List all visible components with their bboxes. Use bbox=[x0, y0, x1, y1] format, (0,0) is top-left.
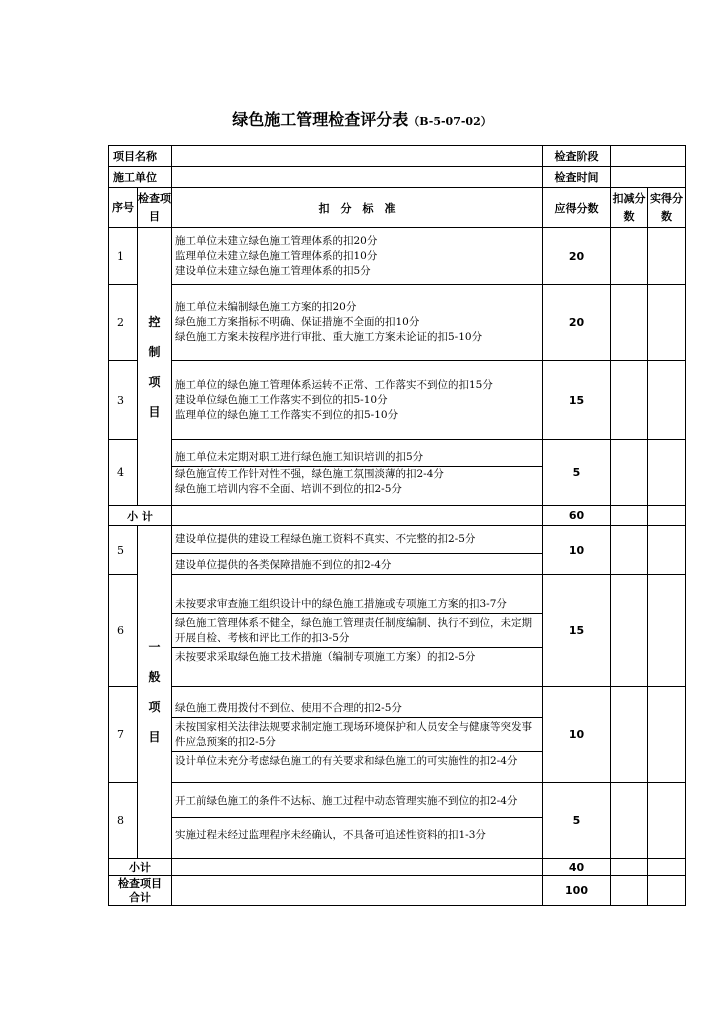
subtotal-blank bbox=[172, 506, 543, 526]
criteria-line: 建设单位未建立绿色施工管理体系的扣5分 bbox=[175, 264, 371, 277]
inspection-stage-value[interactable] bbox=[611, 146, 686, 167]
due-score: 20 bbox=[543, 285, 611, 361]
deduct-score[interactable] bbox=[611, 361, 648, 440]
criteria-line: 建设单位提供的建设工程绿色施工资料不真实、不完整的扣2-5分 bbox=[172, 526, 542, 554]
criteria-line: 施工单位的绿色施工管理体系运转不正常、工作落实不到位的扣15分 bbox=[175, 378, 493, 391]
due-score: 5 bbox=[543, 440, 611, 506]
criteria-line: 绿色施工费用拨付不到位、使用不合理的扣2-5分 bbox=[172, 699, 542, 718]
actual-score[interactable] bbox=[648, 285, 686, 361]
criteria-line: 绿色施工方案未按程序进行审批、重大施工方案未论证的扣5-10分 bbox=[175, 331, 483, 343]
row-number: 6 bbox=[109, 575, 138, 687]
actual-score[interactable] bbox=[648, 440, 686, 506]
construction-unit-row bbox=[109, 167, 686, 188]
row-number: 3 bbox=[109, 361, 138, 440]
check-item-header: 检查项目 bbox=[138, 188, 172, 228]
control-category: 控 制 项 目 bbox=[138, 228, 172, 506]
deduct-score[interactable] bbox=[611, 859, 648, 876]
subtotal-label: 小计 bbox=[109, 859, 172, 876]
deduct-score[interactable] bbox=[611, 876, 648, 906]
actual-score[interactable] bbox=[648, 575, 686, 687]
criteria-line: 施工单位未编制绿色施工方案的扣20分 bbox=[175, 301, 357, 313]
table-row bbox=[109, 228, 686, 285]
due-score: 5 bbox=[543, 783, 611, 859]
due-score: 10 bbox=[543, 526, 611, 575]
criteria-line: 施工单位未定期对职工进行绿色施工知识培训的扣5分 bbox=[172, 448, 542, 467]
deduct-score[interactable] bbox=[611, 575, 648, 687]
table-row bbox=[109, 285, 686, 361]
criteria-cell bbox=[172, 526, 543, 575]
deduct-score[interactable] bbox=[611, 506, 648, 526]
criteria-cell bbox=[172, 687, 543, 783]
subtotal-score: 60 bbox=[543, 506, 611, 526]
subtotal-label: 小 计 bbox=[109, 506, 172, 526]
page-title: 绿色施工管理检查评分表（B-5-07-02） bbox=[232, 110, 492, 129]
actual-score[interactable] bbox=[648, 506, 686, 526]
construction-unit-label: 施工单位 bbox=[109, 167, 172, 188]
criteria-line: 未按要求采取绿色施工技术措施（编制专项施工方案）的扣2-5分 bbox=[175, 651, 476, 663]
form-code: （B-5-07-02） bbox=[408, 115, 492, 128]
row-number: 5 bbox=[109, 526, 138, 575]
project-name-value[interactable] bbox=[172, 146, 543, 167]
actual-score[interactable] bbox=[648, 228, 686, 285]
criteria-line: 未按要求审查施工组织设计中的绿色施工措施或专项施工方案的扣3-7分 bbox=[172, 595, 542, 614]
criteria-line: 开工前绿色施工的条件不达标、施工过程中动态管理实施不到位的扣2-4分 bbox=[172, 792, 542, 818]
table-row bbox=[109, 783, 686, 859]
due-score-header: 应得分数 bbox=[543, 188, 611, 228]
actual-score[interactable] bbox=[648, 876, 686, 906]
deduct-score[interactable] bbox=[611, 285, 648, 361]
actual-score-header: 实得分数 bbox=[648, 188, 686, 228]
criteria-line: 未按国家相关法律法规要求制定施工现场环境保护和人员安全与健康等突发事件应急预案的扣2-5分 bbox=[172, 718, 542, 752]
due-score: 10 bbox=[543, 687, 611, 783]
subtotal-row bbox=[109, 506, 686, 526]
criteria-cell bbox=[172, 783, 543, 859]
subtotal-row bbox=[109, 859, 686, 876]
criteria-cell bbox=[172, 361, 543, 440]
criteria-line: 设计单位未充分考虑绿色施工的有关要求和绿色施工的可实施性的扣2-4分 bbox=[175, 755, 518, 767]
total-row bbox=[109, 876, 686, 906]
row-number: 1 bbox=[109, 228, 138, 285]
criteria-header: 扣 分 标 准 bbox=[172, 188, 543, 228]
project-name-label: 项目名称 bbox=[109, 146, 172, 167]
deduct-score[interactable] bbox=[611, 228, 648, 285]
table-row bbox=[109, 687, 686, 783]
inspection-time-value[interactable] bbox=[611, 167, 686, 188]
criteria-cell bbox=[172, 440, 543, 506]
subtotal-blank bbox=[172, 859, 543, 876]
criteria-line: 绿色施工培训内容不全面、培训不到位的扣2-5分 bbox=[175, 483, 402, 495]
criteria-line: 绿色施工方案指标不明确、保证措施不全面的扣10分 bbox=[175, 316, 420, 328]
deduct-score[interactable] bbox=[611, 440, 648, 506]
seq-header: 序号 bbox=[109, 188, 138, 228]
actual-score[interactable] bbox=[648, 859, 686, 876]
table-row bbox=[109, 575, 686, 687]
criteria-line: 施工单位未建立绿色施工管理体系的扣20分 bbox=[175, 234, 378, 247]
criteria-line: 绿色施宣传工作针对性不强，绿色施工氛围淡薄的扣2-4分 bbox=[175, 468, 444, 480]
project-name-row bbox=[109, 146, 686, 167]
due-score: 15 bbox=[543, 361, 611, 440]
row-number: 8 bbox=[109, 783, 138, 859]
total-score: 100 bbox=[543, 876, 611, 906]
criteria-cell bbox=[172, 228, 543, 285]
table-row bbox=[109, 440, 686, 506]
criteria-line: 实施过程未经过监理程序未经确认，不具备可追述性资料的扣1-3分 bbox=[175, 829, 486, 841]
actual-score[interactable] bbox=[648, 526, 686, 575]
criteria-line: 建设单位提供的各类保障措施不到位的扣2-4分 bbox=[175, 559, 392, 571]
due-score: 20 bbox=[543, 228, 611, 285]
score-table bbox=[108, 145, 686, 906]
criteria-cell bbox=[172, 575, 543, 687]
table-row bbox=[109, 526, 686, 575]
table-row bbox=[109, 361, 686, 440]
row-number: 7 bbox=[109, 687, 138, 783]
deduct-score[interactable] bbox=[611, 687, 648, 783]
criteria-line: 建设单位绿色施工工作落实不到位的扣5-10分 bbox=[175, 393, 388, 406]
deduct-score[interactable] bbox=[611, 783, 648, 859]
total-blank bbox=[172, 876, 543, 906]
column-header-row bbox=[109, 188, 686, 228]
inspection-time-label: 检查时间 bbox=[543, 167, 611, 188]
inspection-stage-label: 检查阶段 bbox=[543, 146, 611, 167]
row-number: 4 bbox=[109, 440, 138, 506]
row-number: 2 bbox=[109, 285, 138, 361]
criteria-line: 监理单位的绿色施工工作落实不到位的扣5-10分 bbox=[175, 408, 399, 421]
actual-score[interactable] bbox=[648, 361, 686, 440]
criteria-line: 监理单位未建立绿色施工管理体系的扣10分 bbox=[175, 249, 378, 262]
deduct-score[interactable] bbox=[611, 526, 648, 575]
actual-score[interactable] bbox=[648, 783, 686, 859]
total-label: 检查项目合计 bbox=[109, 876, 172, 906]
deduct-score-header: 扣减分数 bbox=[611, 188, 648, 228]
criteria-line: 绿色施工管理体系不健全，绿色施工管理责任制度编制、执行不到位，未定期开展自检、考核和评比工作的扣3-5分 bbox=[172, 614, 542, 648]
due-score: 15 bbox=[543, 575, 611, 687]
construction-unit-value[interactable] bbox=[172, 167, 543, 188]
criteria-cell bbox=[172, 285, 543, 361]
actual-score[interactable] bbox=[648, 687, 686, 783]
general-category: 一 般 项 目 bbox=[138, 526, 172, 859]
subtotal-score: 40 bbox=[543, 859, 611, 876]
